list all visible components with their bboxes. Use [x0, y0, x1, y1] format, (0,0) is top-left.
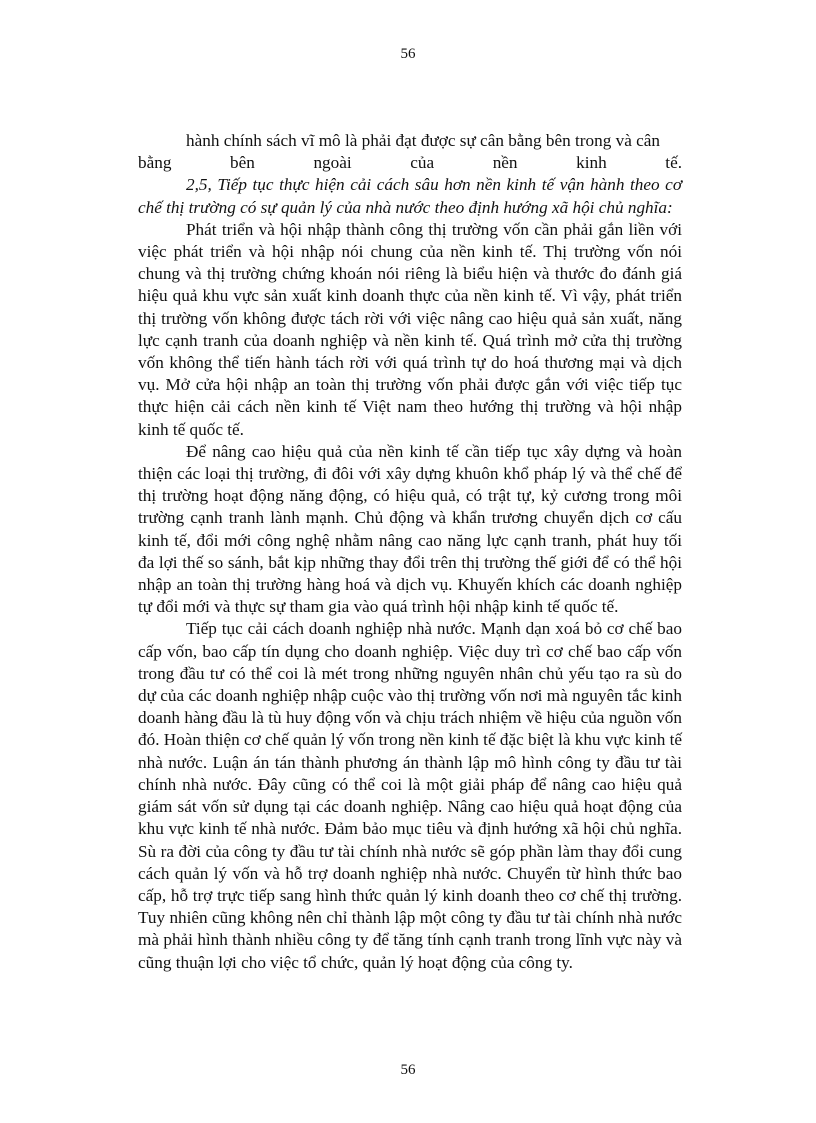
page-number-bottom: 56 [400, 1062, 416, 1078]
document-body [138, 130, 682, 974]
intro-line-2: bằng bên ngoài của nền kinh tế. [138, 153, 682, 173]
intro-line-1: hành chính sách vĩ mô là phải đạt được sự cân bằng bên trong và cân [186, 131, 660, 150]
page-number-top: 56 [400, 46, 416, 62]
paragraph-2: Để nâng cao hiệu quả của nền kinh tế cần tiếp tục xây dựng và hoàn thiện các loại thị trường, đi đôi với xây dựng khuôn khổ pháp lý và thể chế để thị trường hoạt động năng động, có hiệu quả, có trật tự, kỷ cương trong môi trường cạnh tranh lành mạnh. Chủ động và khẩn trương chuyển dịch cơ cấu kinh tế, đổi mới công nghệ nhằm nâng cao năng lực cạnh tranh, phát huy tối đa lợi thế so sánh, bắt kịp những thay đổi trên thị trường thế giới để có thể hội nhập an toàn thị trường hàng hoá và dịch vụ. Khuyến khích các doanh nghiệp tự đổi mới và thực sự tham gia vào quá trình hội nhập kinh tế quốc tế. [138, 441, 682, 617]
paragraph-3: Tiếp tục cải cách doanh nghiệp nhà nước. Mạnh dạn xoá bỏ cơ chế bao cấp vốn, bao cấp tín dụng cho doanh nghiệp. Việc duy trì cơ chế bao cấp vốn trong đầu tư có thể coi là mét trong những nguyên nhân chủ yếu tạo ra sù do dự của các doanh nghiệp nhập cuộc vào thị trường vốn nơi mà nguyên tắc kinh doanh hàng đầu là tù huy động vốn và chịu trách nhiệm về hiệu của nguồn vốn đó. Hoàn thiện cơ chế quản lý vốn trong nền kinh tế đặc biệt là khu vực kinh tế nhà nước. Luận án tán thành phương án thành lập mô hình công ty đầu tư tài chính nhà nước. Đây cũng có thể coi là một giải pháp để nâng cao hiệu quả giám sát vốn sử dụng tại các doanh nghiệp. Nâng cao hiệu quả hoạt động của khu vực kinh tế nhà nước. Đảm bảo mục tiêu và định hướng xã hội chủ nghĩa. Sù ra đời của công ty đầu tư tài chính nhà nước sẽ góp phần làm thay đổi cung cách quản lý vốn và hỗ trợ doanh nghiệp nhà nước. Chuyển từ hình thức bao cấp, hỗ trợ trực tiếp sang hình thức quản lý kinh doanh theo cơ chế thị trường. Tuy nhiên cũng không nên chỉ thành lập một công ty đầu tư tài chính nhà nước mà phải hình thành nhiều công ty để tăng tính cạnh tranh trong lĩnh vực này và cũng thuận lợi cho việc tổ chức, quản lý hoạt động của công ty. [138, 619, 682, 972]
paragraph-1: Phát triển và hội nhập thành công thị trường vốn cần phải gắn liền với việc phát triển và hội nhập nói chung của nền kinh tế. Thị trường vốn nói chung và thị trường chứng khoán nói riêng là biểu hiện và thước đo đánh giá hiệu quả khu vực sản xuất kinh doanh thực của nền kinh tế. Vì vậy, phát triển thị trường vốn không được tách rời với việc nâng cao hiệu quả sản xuất, năng lực cạnh tranh của doanh nghiệp và nền kinh tế. Quá trình mở cửa thị trường vốn không thể tiến hành tách rời với quá trình tự do hoá thương mại và dịch vụ. Mở cửa hội nhập an toàn thị trường vốn phải được gắn với việc tiếp tục thực hiện cải cách nền kinh tế Việt nam theo hướng thị trường và hội nhập kinh tế quốc tế. [138, 219, 682, 439]
section-heading: 2,5, Tiếp tục thực hiện cải cách sâu hơn nền kinh tế vận hành theo cơ chế thị trường có sự quản lý của nhà nước theo định hướng xã hội chủ nghĩa: [138, 175, 682, 217]
